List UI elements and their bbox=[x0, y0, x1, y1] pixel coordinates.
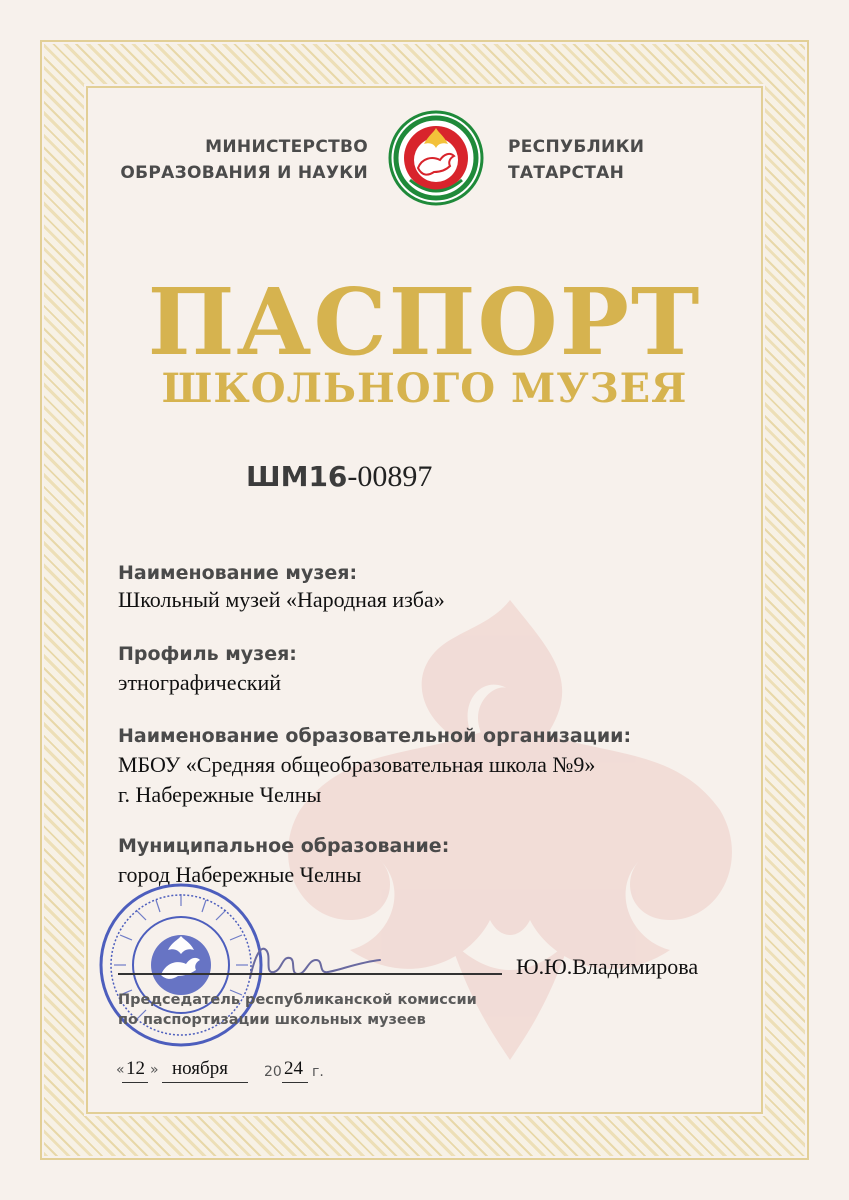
signature-line bbox=[118, 973, 502, 975]
date-day-underline bbox=[122, 1082, 148, 1083]
ministry-line-2: ОБРАЗОВАНИЯ И НАУКИ bbox=[120, 163, 368, 183]
registration-prefix: ШМ16 bbox=[246, 460, 348, 493]
museum-name-label: Наименование музея: bbox=[118, 562, 358, 584]
municipality-label: Муниципальное образование: bbox=[118, 835, 450, 857]
signer-name: Ю.Ю.Владимирова bbox=[516, 954, 699, 979]
registration-number bbox=[246, 460, 432, 494]
date-month: ноября bbox=[172, 1058, 228, 1079]
ministry-name bbox=[100, 134, 368, 186]
document-subtitle: ШКОЛЬНОГО МУЗЕЯ bbox=[161, 365, 688, 412]
registration-digits: -00897 bbox=[347, 460, 433, 493]
date-year-underline bbox=[282, 1082, 308, 1083]
date-open-quote: « bbox=[116, 1062, 125, 1078]
date-year-prefix: 20 bbox=[264, 1064, 282, 1080]
document-title: ПАСПОРТ bbox=[147, 268, 702, 376]
handwritten-signature-icon bbox=[230, 930, 390, 990]
republic-line-2: ТАТАРСТАН bbox=[508, 163, 625, 183]
date-year-abbr: г. bbox=[312, 1064, 324, 1080]
museum-name-value: Школьный музей «Народная изба» bbox=[118, 587, 445, 612]
municipality-value: город Набережные Челны bbox=[118, 862, 362, 887]
organization-value-line-2: г. Набережные Челны bbox=[118, 782, 322, 807]
signer-title bbox=[118, 990, 538, 1030]
date-close-quote: » bbox=[150, 1062, 159, 1078]
date-day: 12 bbox=[126, 1058, 145, 1079]
ministry-line-1: МИНИСТЕРСТВО bbox=[205, 137, 368, 157]
signer-title-line-1: Председатель республиканской комиссии bbox=[118, 992, 477, 1008]
museum-profile-label: Профиль музея: bbox=[118, 643, 297, 665]
date-month-underline bbox=[162, 1082, 248, 1083]
organization-value-line-1: МБОУ «Средняя общеобразовательная школа №9» bbox=[118, 752, 596, 777]
tatarstan-coat-of-arms-icon bbox=[388, 110, 484, 206]
signer-title-line-2: по паспортизации школьных музеев bbox=[118, 1012, 426, 1028]
museum-profile-value: этнографический bbox=[118, 670, 282, 695]
organization-label: Наименование образовательной организации: bbox=[118, 725, 632, 747]
date-year: 24 bbox=[284, 1058, 303, 1079]
republic-line-1: РЕСПУБЛИКИ bbox=[508, 137, 645, 157]
republic-name bbox=[508, 134, 748, 186]
